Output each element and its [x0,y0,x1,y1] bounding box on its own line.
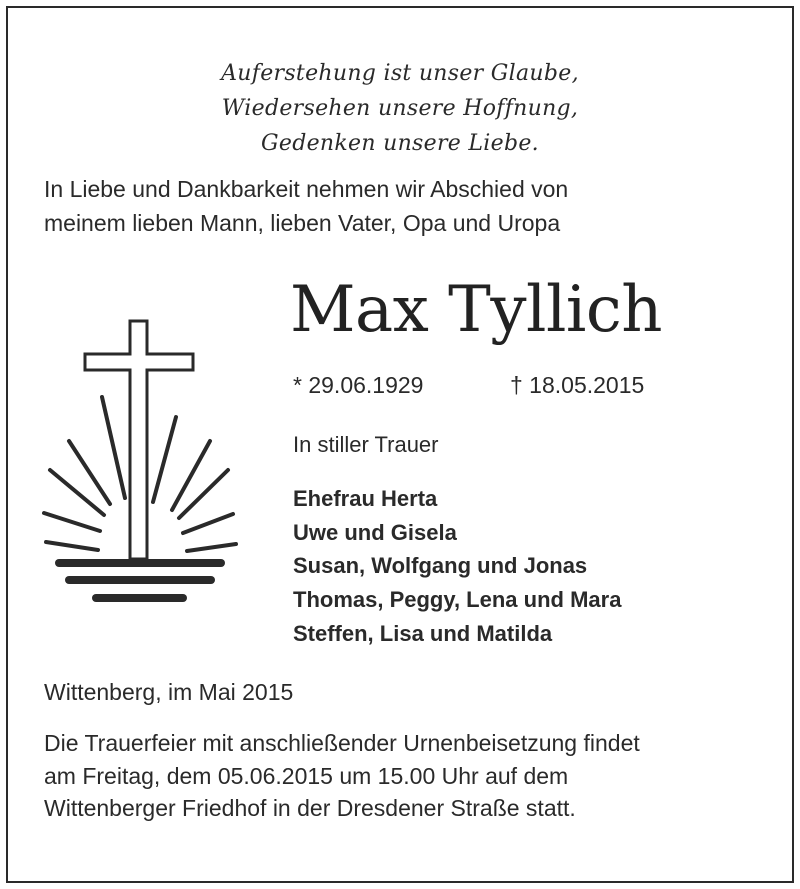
motto [0,56,800,161]
family-member: Uwe und Gisela [293,519,457,545]
cross-sunrise-icon [40,318,250,613]
motto-line-2: Wiedersehen unsere Hoffnung, [221,96,579,121]
funeral-notice-line-1: Die Trauerfeier mit anschließender Urnenbeisetzung findet [44,730,640,756]
motto-line-1: Auferstehung ist unser Glaube, [221,61,579,86]
funeral-notice [44,727,640,825]
intro-line-2: meinem lieben Mann, lieben Vater, Opa und Uropa [44,210,561,236]
family-list [293,482,621,651]
birth-date: * 29.06.1929 [293,372,424,398]
family-member: Thomas, Peggy, Lena und Mara [293,587,622,613]
death-date: † 18.05.2015 [510,372,645,398]
place-and-date: Wittenberg, im Mai 2015 [44,679,294,705]
family-member: Steffen, Lisa und Matilda [293,620,553,646]
funeral-notice-line-3: Wittenberger Friedhof in der Dresdener Straße statt. [44,795,576,821]
deceased-name: Max Tyllich [290,273,662,347]
intro-text [44,172,568,240]
mourning-label: In stiller Trauer [293,432,439,457]
family-member: Susan, Wolfgang und Jonas [293,553,588,579]
motto-line-3: Gedenken unsere Liebe. [261,131,539,156]
intro-line-1: In Liebe und Dankbarkeit nehmen wir Abschied von [44,176,569,202]
funeral-notice-line-2: am Freitag, dem 05.06.2015 um 15.00 Uhr auf dem [44,762,569,789]
family-member: Ehefrau Herta [293,486,438,511]
